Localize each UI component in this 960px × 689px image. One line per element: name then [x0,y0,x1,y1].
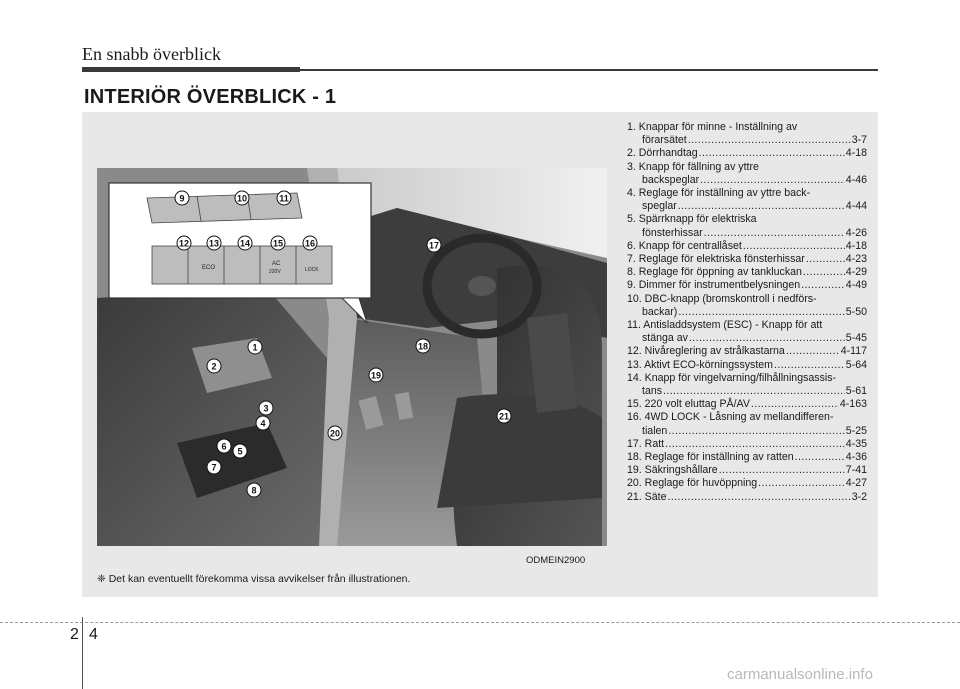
index-item-text: 20. Reglage för huvöppning [627,477,758,490]
index-item [627,187,867,213]
index-item-leader [719,464,845,477]
ac-switch-label: AC [272,261,281,267]
index-item-page: 5-45 [845,332,867,345]
index-item-text: 17. Ratt [627,437,665,450]
svg-text:8: 8 [251,485,257,496]
index-item-leader [668,425,844,438]
badge-4 [256,416,270,430]
index-item-text: stänga av [642,332,688,345]
index-item-page: 4-49 [845,279,867,292]
index-item [627,438,867,451]
chapter-number: 2 [70,626,79,643]
index-item-page: 5-25 [845,424,867,437]
badge-9 [175,191,189,205]
index-item-text: 2. Dörrhandtag [627,147,698,160]
badge-5 [233,444,247,458]
index-item-page: 4-23 [845,253,867,266]
index-item [627,477,867,490]
index-item-line [627,319,867,332]
index-item-page: 7-41 [845,464,867,477]
index-item-text: 14. Knapp för vingelvarning/filhållningsassis- [627,371,837,384]
index-item-leader [751,398,839,411]
index-item-leader [678,306,844,319]
index-item-line [627,161,867,174]
index-item-page: 3-7 [851,134,867,147]
index-item-leader [786,345,840,358]
index-item-line [627,411,867,424]
index-item-continuation [627,385,867,398]
index-item-line [627,398,867,411]
svg-text:9: 9 [179,193,185,204]
index-item-page: 5-50 [845,305,867,318]
index-item-leader [699,147,845,160]
index-item-page: 4-44 [845,200,867,213]
badge-18 [416,339,430,353]
index-item-leader [700,174,845,187]
lock-switch-label: LOCK [305,267,319,273]
index-item [627,372,867,398]
svg-text:20: 20 [329,428,341,439]
index-item-page: 4-35 [845,437,867,450]
index-item-page: 4-27 [845,477,867,490]
index-item-leader [688,134,851,147]
index-item-text: 13. Aktivt ECO-körningssystem [627,358,774,371]
index-item-line [627,253,867,266]
index-item [627,147,867,160]
index-item-leader [801,279,845,292]
index-item-line [627,293,867,306]
index-item [627,293,867,319]
index-item-text: 12. Nivåreglering av strålkastarna [627,345,785,358]
index-item-page: 4-18 [845,147,867,160]
svg-text:5: 5 [237,446,243,457]
svg-text:7: 7 [211,462,217,473]
header-rule-thin [300,69,878,71]
badge-3 [259,401,273,415]
index-item-text: fönsterhissar [642,226,703,239]
badge-20 [328,426,342,440]
header-rule-thick [82,67,300,72]
index-item-text: 10. DBC-knapp (bromskontroll i nedförs- [627,292,817,305]
index-item-leader [743,240,845,253]
index-item-page: 4-18 [845,239,867,252]
svg-text:6: 6 [221,441,227,452]
badge-15 [271,236,285,250]
index-item [627,213,867,239]
index-item [627,451,867,464]
index-item-text: 16. 4WD LOCK - Låsning av mellandifferen- [627,411,834,424]
index-item [627,240,867,253]
svg-text:17: 17 [428,240,440,251]
index-item-text: backar) [642,305,678,318]
index-item-text: 4. Reglage för inställning av yttre back- [627,187,811,200]
svg-text:10: 10 [236,193,248,204]
badge-11 [277,191,291,205]
svg-text:3: 3 [263,403,269,414]
index-item-line [627,345,867,358]
index-item-leader [667,491,850,504]
index-item-continuation [627,306,867,319]
index-item-text: 5. Spärrknapp för elektriska [627,213,757,226]
watermark: carmanualsonline.info [727,666,873,683]
index-item-text: tialen [642,424,668,437]
index-item-page: 4-117 [840,345,867,358]
badge-21 [497,409,511,423]
index-item [627,464,867,477]
index-item-leader [803,266,845,279]
svg-text:11: 11 [279,193,289,204]
index-item-line [627,477,867,490]
badge-12 [177,236,191,250]
index-item-page: 3-2 [851,490,867,503]
index-item-continuation [627,134,867,147]
svg-text:18: 18 [417,341,429,352]
page-heading: INTERIÖR ÖVERBLICK - 1 [84,86,337,108]
illustration-note: ❈ Det kan eventuellt förekomma vissa avvikelser från illustrationen. [97,573,411,585]
badge-10 [235,191,249,205]
index-item [627,359,867,372]
index-item-line [627,240,867,253]
index-item-page: 4-46 [845,173,867,186]
index-item [627,121,867,147]
index-item-text: 6. Knapp för centrallåset [627,239,742,252]
index-item-page: 5-64 [845,358,867,371]
svg-text:16: 16 [304,238,316,249]
index-item-leader [774,359,845,372]
index-item-page: 4-36 [845,451,867,464]
svg-text:19: 19 [370,370,382,381]
index-item-leader [704,227,845,240]
index-item-text: 3. Knapp för fällning av yttre [627,160,759,173]
index-item [627,491,867,504]
index-item-text: backspeglar [642,173,700,186]
badge-2 [207,359,221,373]
index-item-continuation [627,227,867,240]
index-item-line [627,266,867,279]
index-item [627,398,867,411]
interior-illustration [97,168,607,546]
index-item-text: 19. Säkringshållare [627,464,718,477]
index-item [627,253,867,266]
index-item-page: 4-26 [845,226,867,239]
index-item-continuation [627,332,867,345]
index-item-line [627,279,867,292]
svg-text:4: 4 [260,418,266,429]
index-item-text: 8. Reglage för öppning av tankluckan [627,266,802,279]
index-item-line [627,121,867,134]
eco-switch-label: ECO [202,265,216,271]
interior-drawing [97,168,607,546]
index-item-text: speglar [642,200,677,213]
index-item-leader [665,438,845,451]
ac-switch-sublabel: 220V [269,269,281,275]
index-item-text: 18. Reglage för inställning av ratten [627,451,794,464]
index-item-leader [758,477,845,490]
svg-text:1: 1 [252,342,258,353]
section-title: En snabb överblick [82,44,221,64]
index-item-continuation [627,425,867,438]
index-item-line [627,491,867,504]
index-item-line [627,372,867,385]
index-item [627,411,867,437]
badge-16 [303,236,317,250]
index-item-page: 4-163 [839,398,867,411]
index-item [627,319,867,345]
index-item-leader [795,451,845,464]
footer-divider [0,622,960,623]
figure-code: ODMEIN2900 [526,555,586,566]
index-item-page: 5-61 [845,385,867,398]
index-item-text: 11. Antisladdsystem (ESC) - Knapp för att [627,319,823,332]
index-item-leader [663,385,845,398]
index-item-line [627,464,867,477]
badge-17 [427,238,441,252]
component-index-list [627,121,867,504]
index-item-continuation [627,174,867,187]
svg-text:15: 15 [272,238,284,249]
footer-vertical-rule [82,617,83,689]
badge-13 [207,236,221,250]
index-item-text: 1. Knappar för minne - Inställning av [627,121,798,133]
badge-7 [207,460,221,474]
index-item-continuation [627,200,867,213]
badge-1 [248,340,262,354]
index-item-page: 4-29 [845,266,867,279]
index-item-line [627,213,867,226]
index-item-text: tans [642,385,663,398]
index-item-text: 21. Säte [627,490,667,503]
badge-6 [217,439,231,453]
svg-text:21: 21 [498,411,510,422]
index-item [627,345,867,358]
index-item-line [627,147,867,160]
svg-text:2: 2 [211,361,217,372]
index-item-line [627,359,867,372]
index-item-line [627,187,867,200]
svg-text:14: 14 [239,238,251,249]
svg-text:12: 12 [178,238,190,249]
badge-8 [247,483,261,497]
index-item [627,266,867,279]
page-number: 4 [89,626,98,643]
index-item [627,279,867,292]
index-item-text: 7. Reglage för elektriska fönsterhissar [627,253,805,266]
index-item-leader [678,200,845,213]
index-item-line [627,438,867,451]
index-item-leader [806,253,845,266]
index-item-text: 9. Dimmer för instrumentbelysningen [627,279,801,292]
index-item [627,161,867,187]
badge-14 [238,236,252,250]
index-item-text: förarsätet [642,134,687,147]
svg-text:13: 13 [208,238,220,249]
index-item-leader [689,332,845,345]
index-item-text: 15. 220 volt eluttag PÅ/AV [627,398,750,411]
badge-19 [369,368,383,382]
index-item-line [627,451,867,464]
